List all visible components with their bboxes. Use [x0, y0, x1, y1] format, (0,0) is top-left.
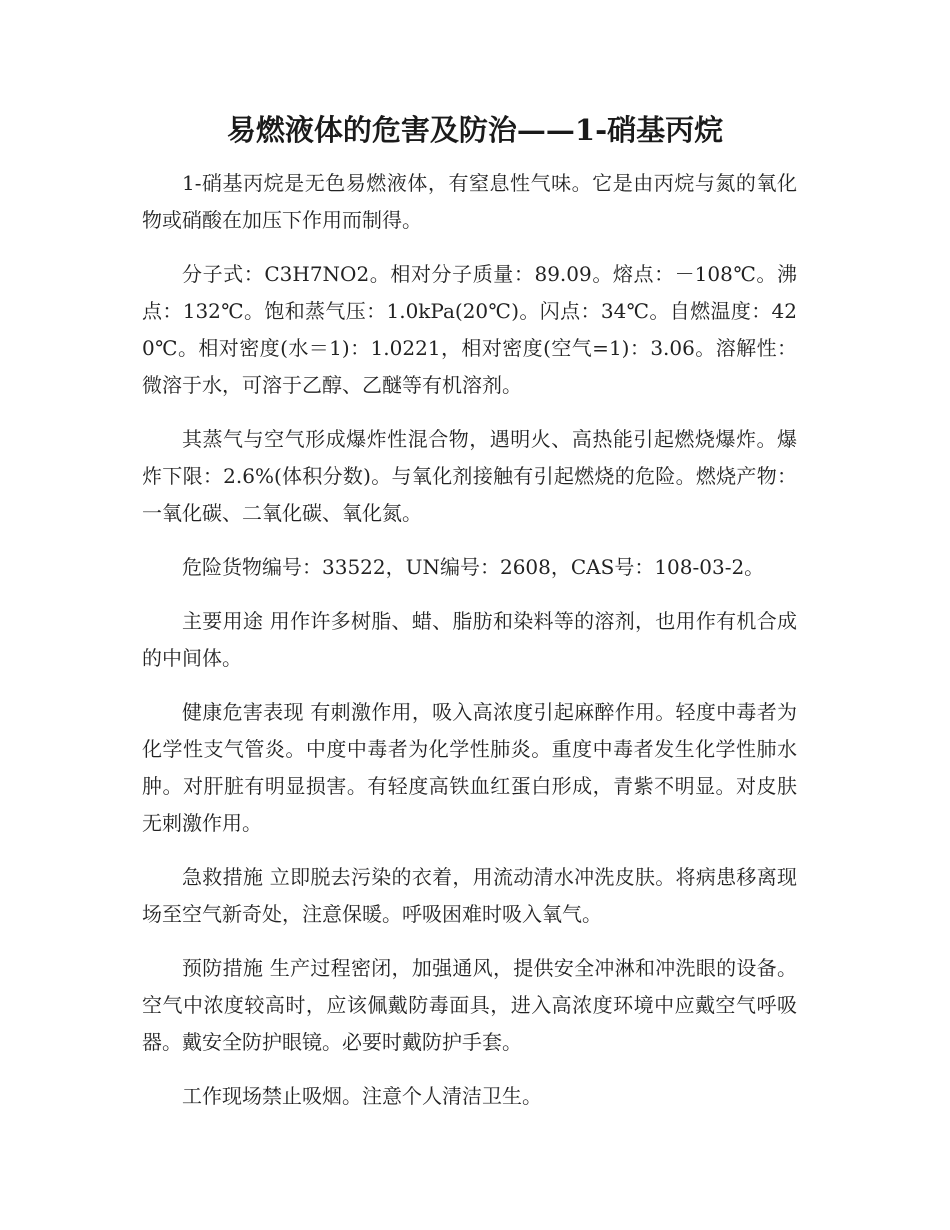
document-title: 易燃液体的危害及防治——1-硝基丙烷	[226, 113, 724, 147]
paragraph-hazard: 其蒸气与空气形成爆炸性混合物，遇明火、高热能引起燃烧爆炸。爆炸下限：2.6%(体积分数)。与氧化剂接触有引起燃烧的危险。燃烧产物：一氧化碳、二氧化碳、氧化氮。	[142, 427, 797, 525]
paragraph-first-aid: 急救措施 立即脱去污染的衣着，用流动清水冲洗皮肤。将病患移离现场至空气新奇处，注意保暖。呼吸困难时吸入氧气。	[142, 865, 797, 926]
paragraph-identifiers: 危险货物编号：33522，UN编号：2608，CAS号：108-03-2。	[182, 555, 765, 579]
paragraph-workplace: 工作现场禁止吸烟。注意个人清洁卫生。	[182, 1084, 542, 1108]
document-body	[142, 165, 797, 1132]
paragraph-intro: 1-硝基丙烷是无色易燃液体，有窒息性气味。它是由丙烷与氮的氧化物或硝酸在加压下作用而制得。	[142, 171, 797, 232]
paragraph-properties: 分子式：C3H7NO2。相对分子质量：89.09。熔点：－108℃。沸点：132℃。饱和蒸气压：1.0kPa(20℃)。闪点：34℃。自燃温度：420℃。相对密度(水＝1)：1.0221，相对密度(空气=1)：3.06。溶解性：微溶于水，可溶于乙醇、乙醚等有机溶剂。	[142, 262, 797, 397]
paragraph-prevention: 预防措施 生产过程密闭，加强通风，提供安全冲淋和冲洗眼的设备。空气中浓度较高时，应该佩戴防毒面具，进入高浓度环境中应戴空气呼吸器。戴安全防护眼镜。必要时戴防护手套。	[142, 956, 797, 1054]
paragraph-health-hazard: 健康危害表现 有刺激作用，吸入高浓度引起麻醉作用。轻度中毒者为化学性支气管炎。中度中毒者为化学性肺炎。重度中毒者发生化学性肺水肿。对肝脏有明显损害。有轻度高铁血红蛋白形成，青紫不明显。对皮肤无刺激作用。	[142, 700, 797, 835]
paragraph-uses: 主要用途 用作许多树脂、蜡、脂肪和染料等的溶剂，也用作有机合成的中间体。	[142, 609, 797, 670]
